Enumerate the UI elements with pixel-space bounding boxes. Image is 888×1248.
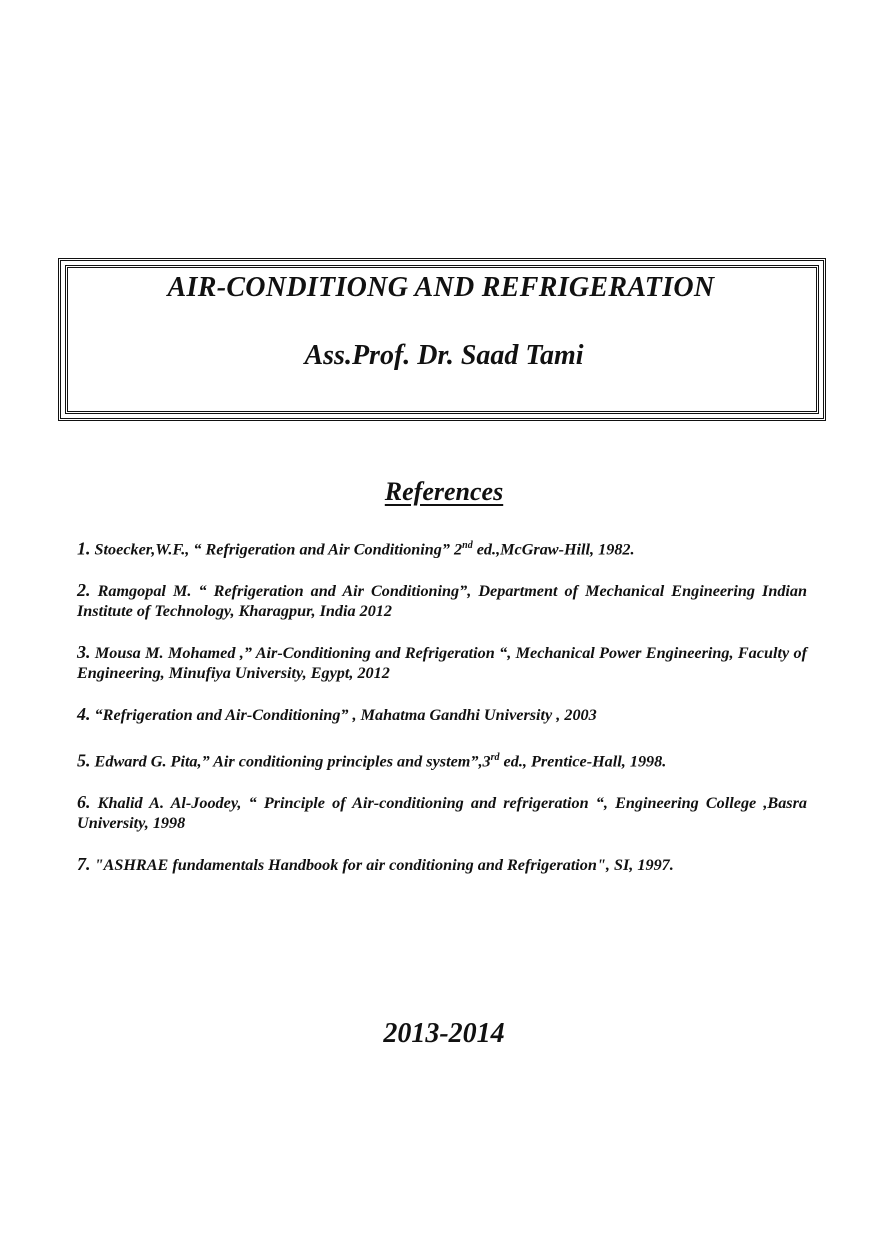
reference-item-7: 7. "ASHRAE fundamentals Handbook for air conditioning and Refrigeration", SI, 1997. [77,854,674,874]
reference-item-1: 1. Stoecker,W.F., “ Refrigeration and Air Conditioning” 2nd ed.,McGraw-Hill, 1982. [77,538,635,559]
reference-item-3: 3. Mousa M. Mohamed ,” Air-Conditioning and Refrigeration “, Mechanical Power Engineering, Faculty of Engineering, Minufiya University, Egypt, 2012 [77,642,808,682]
reference-item-5: 5. Edward G. Pita,” Air conditioning principles and system”,3rd ed., Prentice-Hall, 1998. [77,750,667,771]
reference-item-6: 6. Khalid A. Al-Joodey, “ Principle of Air-conditioning and refrigeration “, Engineering College ,Basra University, 1998 [77,792,807,832]
reference-item-4: 4. “Refrigeration and Air-Conditioning” , Mahatma Gandhi University , 2003 [77,704,597,724]
reference-item-2: 2. Ramgopal M. “ Refrigeration and Air Conditioning”, Department of Mechanical Engineering Indian Institute of Technology, Kharagpur, India 2012 [77,580,808,620]
references-heading: References [384,477,504,506]
author-name: Ass.Prof. Dr. Saad Tami [304,340,584,371]
course-title: AIR-CONDITIONG AND REFRIGERATION [167,272,715,303]
academic-year: 2013-2014 [383,1018,505,1049]
